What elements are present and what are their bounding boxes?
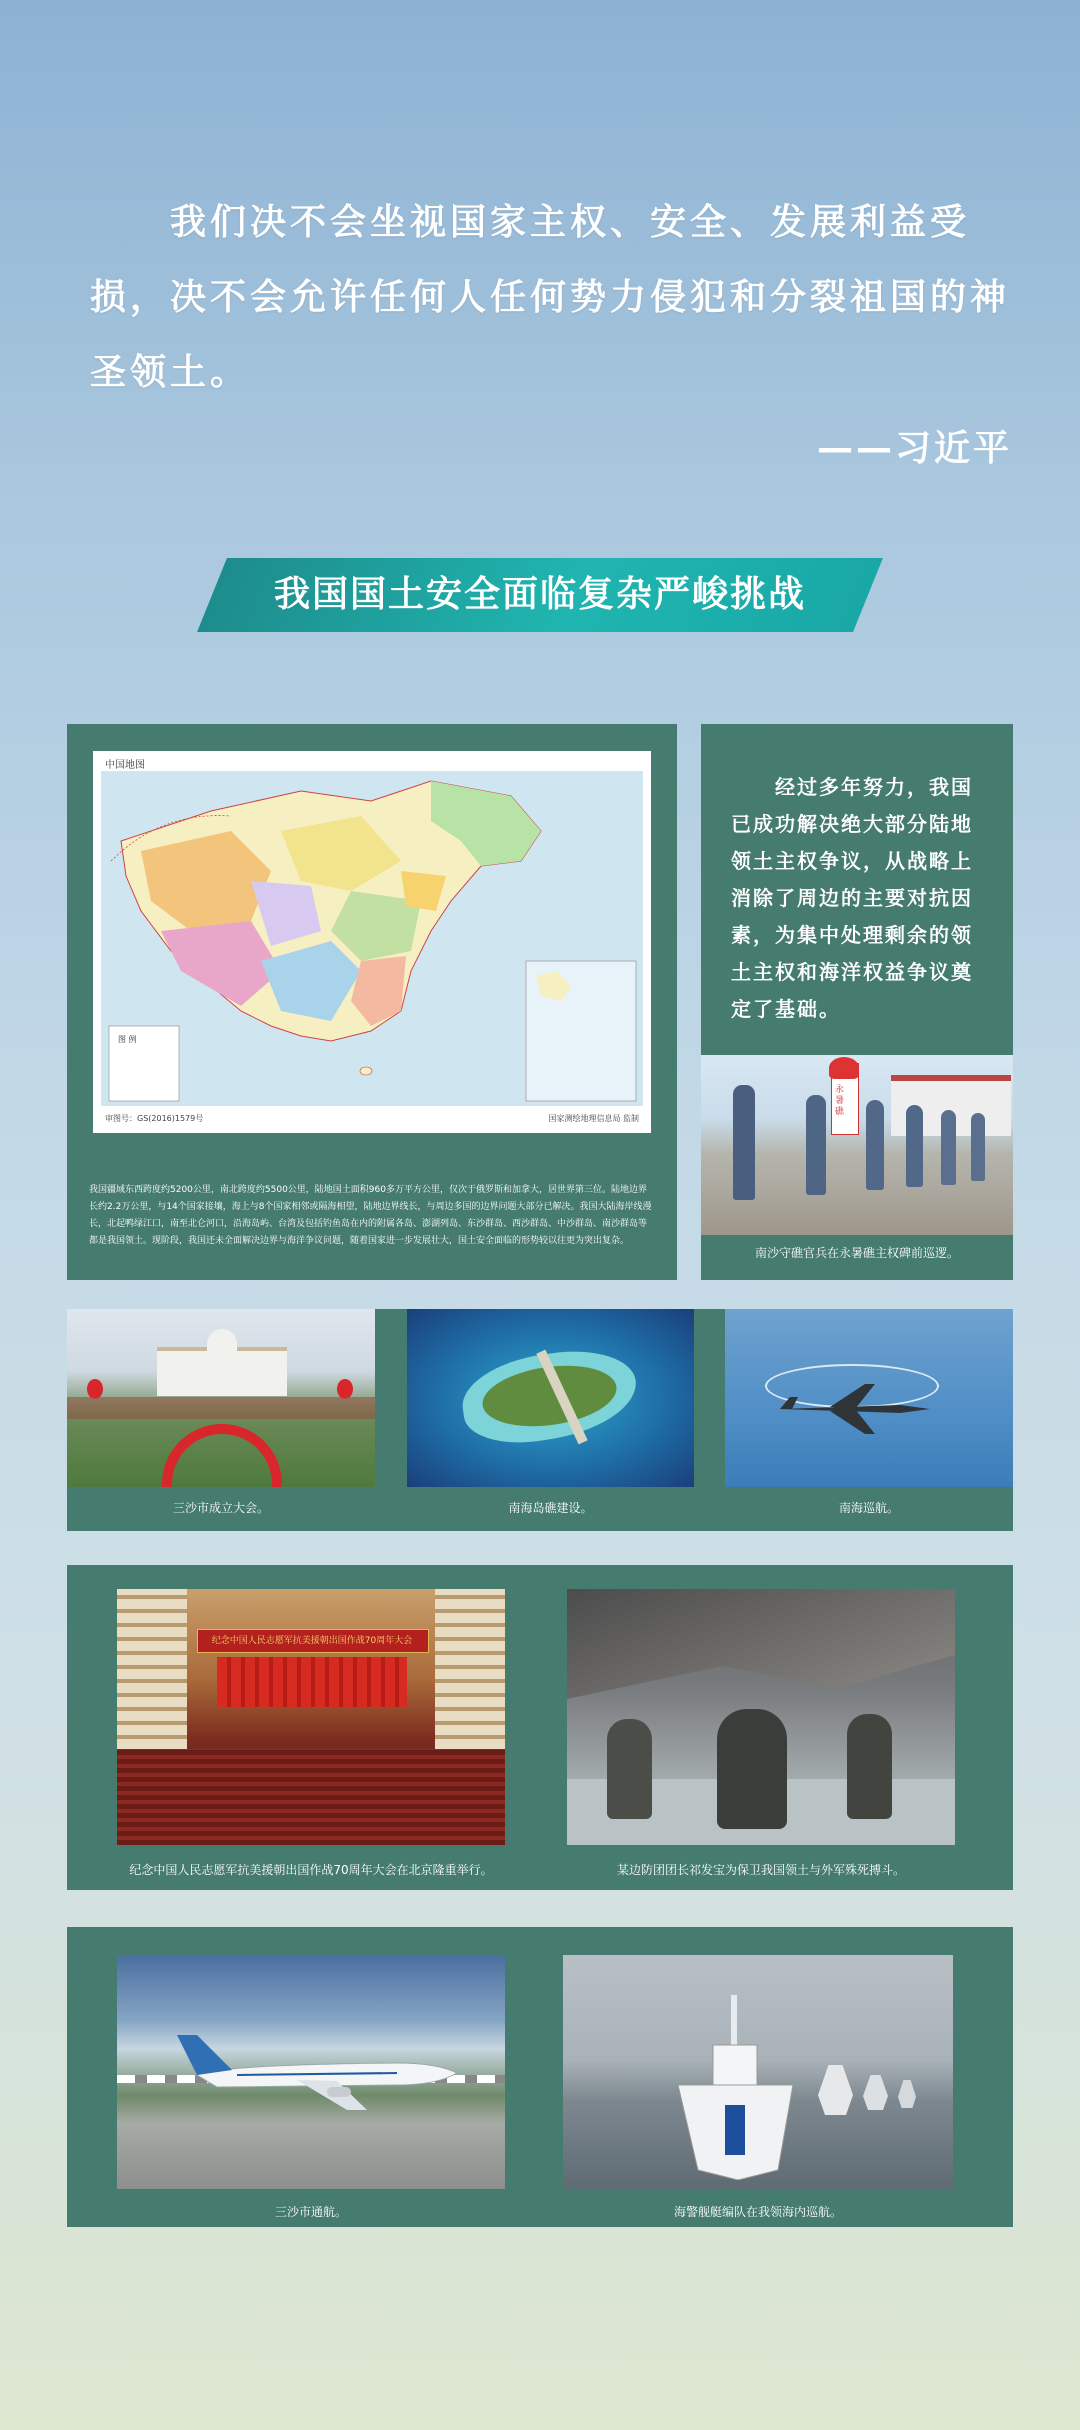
patrol-caption: 南海巡航。 <box>838 1501 899 1515</box>
border-photo <box>567 1589 955 1845</box>
soldier-6 <box>971 1113 985 1181</box>
red-balloon-left <box>87 1379 103 1399</box>
map-title: 中国地图 <box>105 760 145 771</box>
map-description: 我国疆域东西跨度约5200公里，南北跨度约5500公里，陆地国土面积960多万平方公里，仅次于俄罗斯和加拿大，居世界第三位。陆地边界长约2.2万公里，与14个国家接壤，海上与8个国家相邻或隔海相望，陆地边界线长，与周边多国的边界问题大部分已解决。我国大陆海岸线漫长，北起鸭绿江口，南至北仑河口，沿海岛屿、台湾及包括钓鱼岛在内的附属各岛、澎湖列岛、东沙群岛、西沙群岛、中沙群岛、南沙群岛等都是我国领土。现阶段，我国还未全面解决边界与海洋争议问题，随着国家进一步发展壮大，国土安全面临的形势较以往更为突出复杂。 <box>89 1185 652 1246</box>
banner-title: 我国国土安全面临复杂严峻挑战 <box>273 574 806 615</box>
soldier-2 <box>806 1095 826 1195</box>
nansha-photo <box>701 1055 1013 1235</box>
government-building <box>157 1347 287 1396</box>
map-panel <box>67 724 677 1280</box>
ship-3 <box>863 2075 888 2110</box>
building-dome <box>207 1329 237 1351</box>
photo-row-panel <box>67 1309 1013 1531</box>
island-caption: 南海岛礁建设。 <box>508 1501 593 1515</box>
photo-row2-panel <box>67 1565 1013 1890</box>
ship-4 <box>898 2080 916 2108</box>
soldier-center <box>717 1709 787 1829</box>
red-flags <box>217 1657 407 1707</box>
photo-row3-panel <box>67 1927 1013 2227</box>
sign-heart <box>829 1057 859 1079</box>
ceremony-photo <box>117 1589 505 1845</box>
auditorium-seats <box>117 1749 505 1845</box>
china-map <box>93 751 651 1133</box>
left-balcony <box>117 1589 187 1749</box>
island-photo <box>407 1309 694 1487</box>
soldier-3 <box>866 1100 884 1190</box>
airliner <box>177 2015 477 2125</box>
summary-panel <box>701 724 1013 1280</box>
lead-ship <box>663 1995 813 2180</box>
soldier-left <box>607 1719 652 1819</box>
soldier-5 <box>941 1110 956 1185</box>
crowd <box>67 1397 375 1419</box>
quote-text: 我们决不会坐视国家主权、安全、发展利益受损，决不会允许任何人任何势力侵犯和分裂祖国的神圣领土。 <box>90 202 1011 393</box>
flight-caption: 三沙市通航。 <box>274 2205 347 2219</box>
map-code: 审图号：GS(2016)1579号 <box>105 1114 204 1123</box>
map-legend-title: 图 例 <box>118 1035 137 1044</box>
map-image <box>101 771 643 1106</box>
quote-author: ——习近平 <box>816 428 1012 469</box>
coastguard-photo <box>563 1955 953 2189</box>
soldier-4 <box>906 1105 923 1187</box>
nansha-caption: 南沙守礁官兵在永暑礁主权碑前巡逻。 <box>754 1246 959 1260</box>
soldier-right <box>847 1714 892 1819</box>
mountain-ridge <box>567 1589 955 1699</box>
flight-photo <box>117 1955 505 2189</box>
ceremony-banner-text: 纪念中国人民志愿军抗美援朝出国作战70周年大会 <box>211 1636 413 1646</box>
sansha-city-caption: 三沙市成立大会。 <box>172 1501 269 1515</box>
soldier-1 <box>733 1085 755 1200</box>
coastguard-caption: 海警舰艇编队在我领海内巡航。 <box>673 2205 842 2219</box>
bomber-plane <box>780 1379 940 1439</box>
summary-text: 经过多年努力，我国已成功解决绝大部分陆地领土主权争议，从战略上消除了周边的主要对抗因素，为集中处理剩余的领土主权和海洋权益争议奠定了基础。 <box>731 775 973 1021</box>
ceremony-caption: 纪念中国人民志愿军抗美援朝出国作战70周年大会在北京隆重举行。 <box>129 1863 493 1877</box>
ship-2 <box>818 2065 853 2115</box>
red-balloon-right <box>337 1379 353 1399</box>
patrol-photo <box>725 1309 1013 1487</box>
red-arch <box>162 1424 282 1487</box>
border-caption: 某边防团团长祁发宝为保卫我国领土与外军殊死搏斗。 <box>616 1863 905 1877</box>
map-publisher: 国家测绘地理信息局 监制 <box>548 1114 639 1123</box>
right-balcony <box>435 1589 505 1749</box>
sansha-city-photo <box>67 1309 375 1487</box>
sansha-sign-label: 永暑礁 <box>835 1085 845 1117</box>
